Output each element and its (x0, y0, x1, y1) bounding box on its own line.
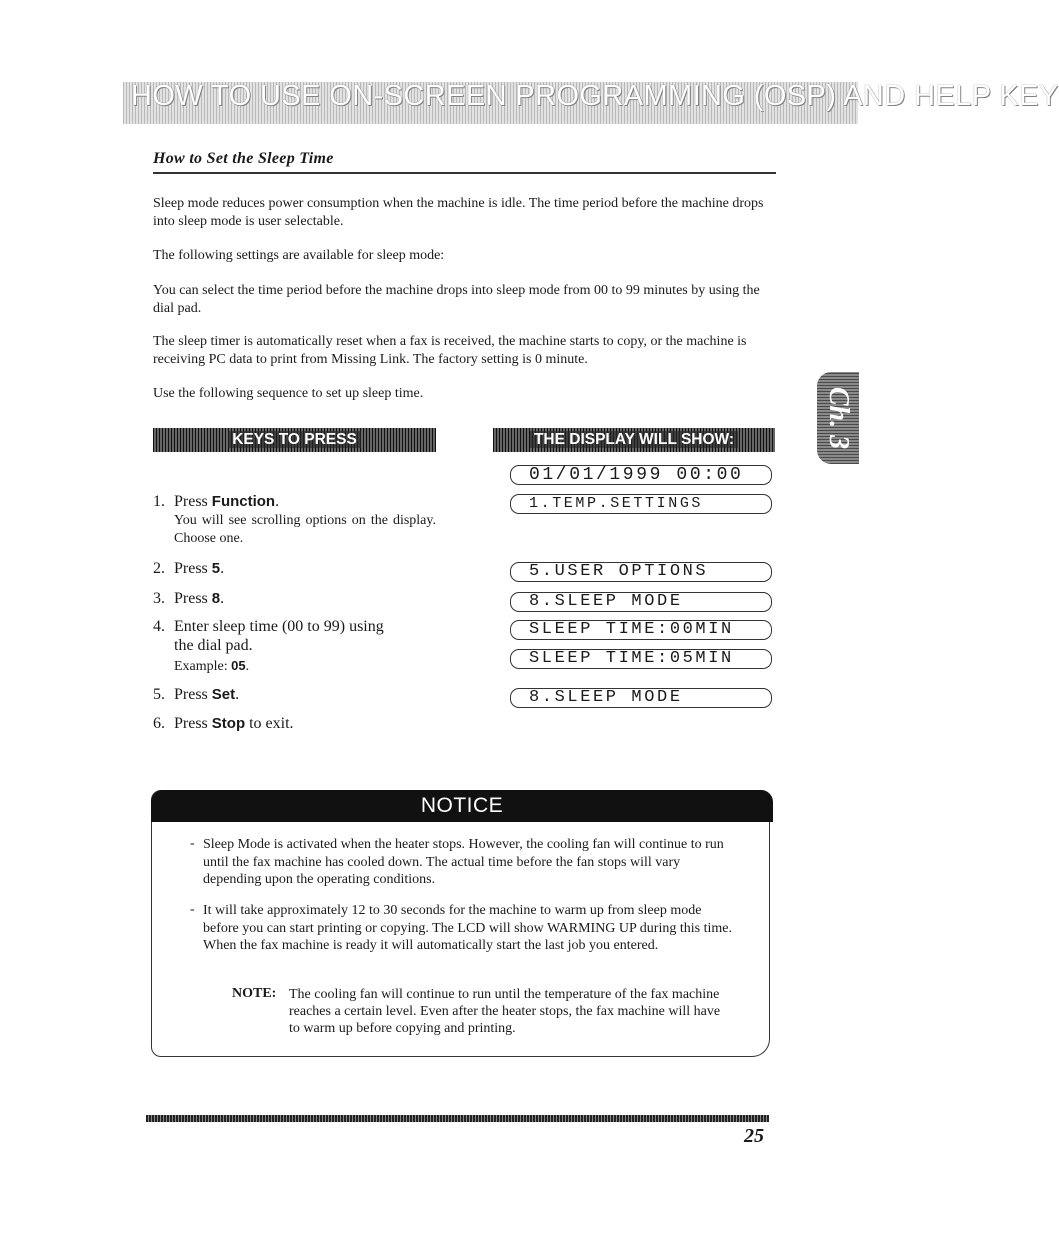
step-2-number: 2. (153, 560, 165, 577)
step-4-example (174, 657, 249, 676)
step-5-pre: Press (174, 686, 212, 703)
lcd-display-sleep-time-05: SLEEP TIME:05MIN (510, 649, 772, 669)
step-6-text (174, 715, 294, 733)
step-3-text (174, 590, 224, 608)
step-4-line-1: Enter sleep time (00 to 99) using (174, 618, 384, 635)
key-5-label: 5 (211, 560, 221, 577)
lcd-display-temp-settings: 1.TEMP.SETTINGS (510, 494, 772, 514)
lcd-display-sleep-mode: 8.SLEEP MODE (510, 592, 772, 612)
notice-bullet-2: It will take approximately 12 to 30 seconds for the machine to warm up from sleep mode before you can start printing or copying. The LCD will show WARMING UP during this time. When the fax machine is ready it will automatically start the last job you entered. (203, 903, 732, 953)
display-heading-text: THE DISPLAY WILL SHOW: (530, 431, 738, 448)
example-label: Example: (174, 659, 232, 674)
step-1-pre: Press (174, 493, 212, 510)
step-2-text (174, 560, 224, 578)
notice-bullet-2-mark: - (190, 902, 195, 917)
set-key-label: Set (211, 686, 236, 703)
step-1-text (174, 493, 279, 511)
lcd-display-date: 01/01/1999 00:00 (510, 465, 772, 485)
lcd-display-user-options: 5.USER OPTIONS (510, 562, 772, 582)
step-2-pre: Press (174, 560, 212, 577)
example-value: 05 (231, 658, 246, 673)
example-post: . (245, 659, 250, 674)
notice-bullet-1-mark: - (190, 836, 195, 851)
step-6-post: to exit. (245, 715, 294, 732)
lcd-display-sleep-mode-final: 8.SLEEP MODE (510, 688, 772, 708)
step-4-line-2: the dial pad. (174, 637, 253, 654)
section-title: How to Set the Sleep Time (153, 150, 334, 167)
step-6-pre: Press (174, 715, 212, 732)
step-5-number: 5. (153, 686, 165, 703)
intro-paragraph-2: The following settings are available for sleep mode: (153, 248, 445, 263)
key-8-label: 8 (211, 590, 221, 607)
step-3-post: . (220, 590, 225, 607)
step-1-post: . (275, 493, 280, 510)
step-3-number: 3. (153, 590, 165, 607)
stop-key-label: Stop (211, 715, 246, 732)
display-column-heading (493, 428, 775, 452)
note-label: NOTE: (232, 986, 277, 1001)
function-key-label: Function (211, 493, 276, 510)
notice-bullet-1: Sleep Mode is activated when the heater stops. However, the cooling fan will continue to run until the fax machine has cooled down. The actual time before the fan stops will vary depending upon the operating conditions. (203, 837, 724, 887)
step-4-number: 4. (153, 618, 165, 635)
section-divider (153, 172, 776, 174)
step-5-post: . (235, 686, 240, 703)
step-1-description: You will see scrolling options on the display. Choose one. (174, 513, 436, 546)
chapter-banner (123, 80, 1059, 124)
step-1-number: 1. (153, 493, 165, 510)
intro-paragraph-4: The sleep timer is automatically reset when a fax is received, the machine starts to copy, or the machine is receiving PC data to print from Missing Link. The factory setting is 0 minute. (153, 334, 747, 367)
step-6-number: 6. (153, 715, 165, 732)
banner-title: HOW TO USE ON-SCREEN PROGRAMMING (OSP) AND HELP KEY (131, 80, 1059, 112)
step-2-post: . (220, 560, 225, 577)
intro-paragraph-3: You can select the time period before the machine drops into sleep mode from 00 to 99 minutes by using the dial pad. (153, 283, 760, 316)
lcd-display-sleep-time-00: SLEEP TIME:00MIN (510, 620, 772, 640)
keys-heading-text: KEYS TO PRESS (228, 431, 361, 448)
intro-paragraph-5: Use the following sequence to set up sleep time. (153, 386, 424, 401)
footer-rule (146, 1115, 769, 1122)
note-text: The cooling fan will continue to run until the temperature of the fax machine reaches a certain level. Even after the heater stops, the fax machine will have to warm up before copying and printing. (289, 987, 721, 1036)
notice-title: NOTICE (151, 790, 773, 822)
chapter-tab (817, 372, 859, 464)
chapter-tab-label: Ch. 3 (823, 386, 854, 450)
page-number: 25 (744, 1125, 764, 1147)
keys-column-heading (153, 428, 436, 452)
step-5-text (174, 686, 239, 704)
step-3-pre: Press (174, 590, 212, 607)
intro-paragraph-1: Sleep mode reduces power consumption when the machine is idle. The time period before the machine drops into sleep mode is user selectable. (153, 196, 764, 229)
